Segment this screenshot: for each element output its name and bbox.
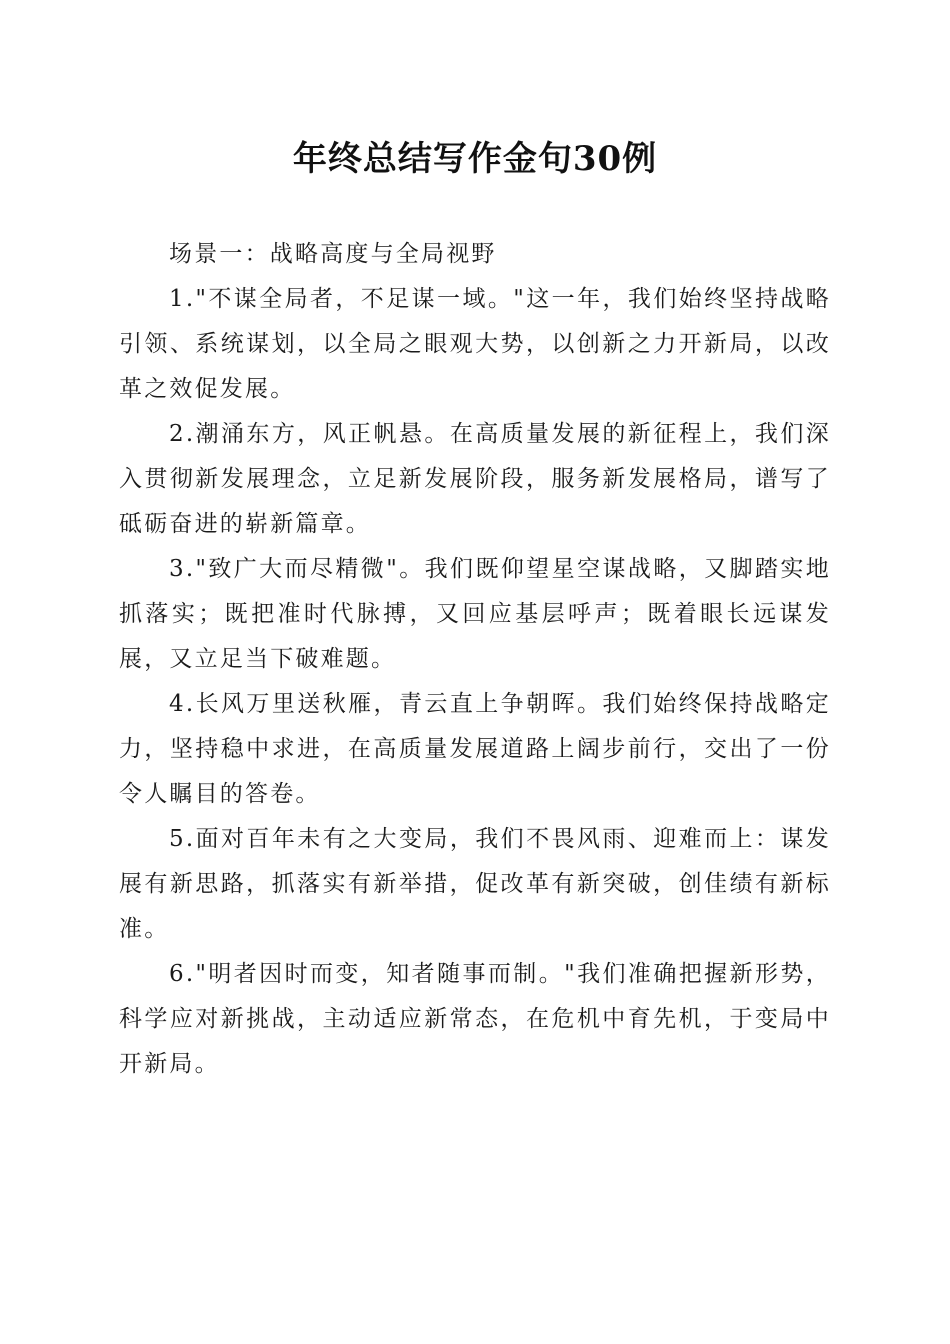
paragraph-item: 4.长风万里送秋雁，青云直上争朝晖。我们始终保持战略定力，坚持稳中求进，在高质量发展道路上阔步前行，交出了一份令人瞩目的答卷。 — [119, 691, 831, 807]
document-title: 年终总结写作金句30例 — [292, 139, 658, 179]
paragraph-item: 5.面对百年未有之大变局，我们不畏风雨、迎难而上：谋发展有新思路，抓落实有新举措，促改革有新突破，创佳绩有新标准。 — [119, 826, 831, 942]
paragraph-item: 3."致广大而尽精微"。我们既仰望星空谋战略，又脚踏实地抓落实；既把准时代脉搏，又回应基层呼声；既着眼长远谋发展，又立足当下破难题。 — [119, 556, 831, 672]
paragraph-item: 6."明者因时而变，知者随事而制。"我们准确把握新形势，科学应对新挑战，主动适应新常态，在危机中育先机，于变局中开新局。 — [119, 961, 831, 1077]
paragraph-item: 2.潮涌东方，风正帆悬。在高质量发展的新征程上，我们深入贯彻新发展理念，立足新发展阶段，服务新发展格局，谱写了砥砺奋进的崭新篇章。 — [119, 421, 831, 537]
document-body — [119, 232, 831, 1087]
section-heading: 场景一：战略高度与全局视野 — [169, 241, 497, 267]
paragraph-item: 1."不谋全局者，不足谋一域。"这一年，我们始终坚持战略引领、系统谋划，以全局之眼观大势，以创新之力开新局，以改革之效促发展。 — [119, 286, 831, 402]
